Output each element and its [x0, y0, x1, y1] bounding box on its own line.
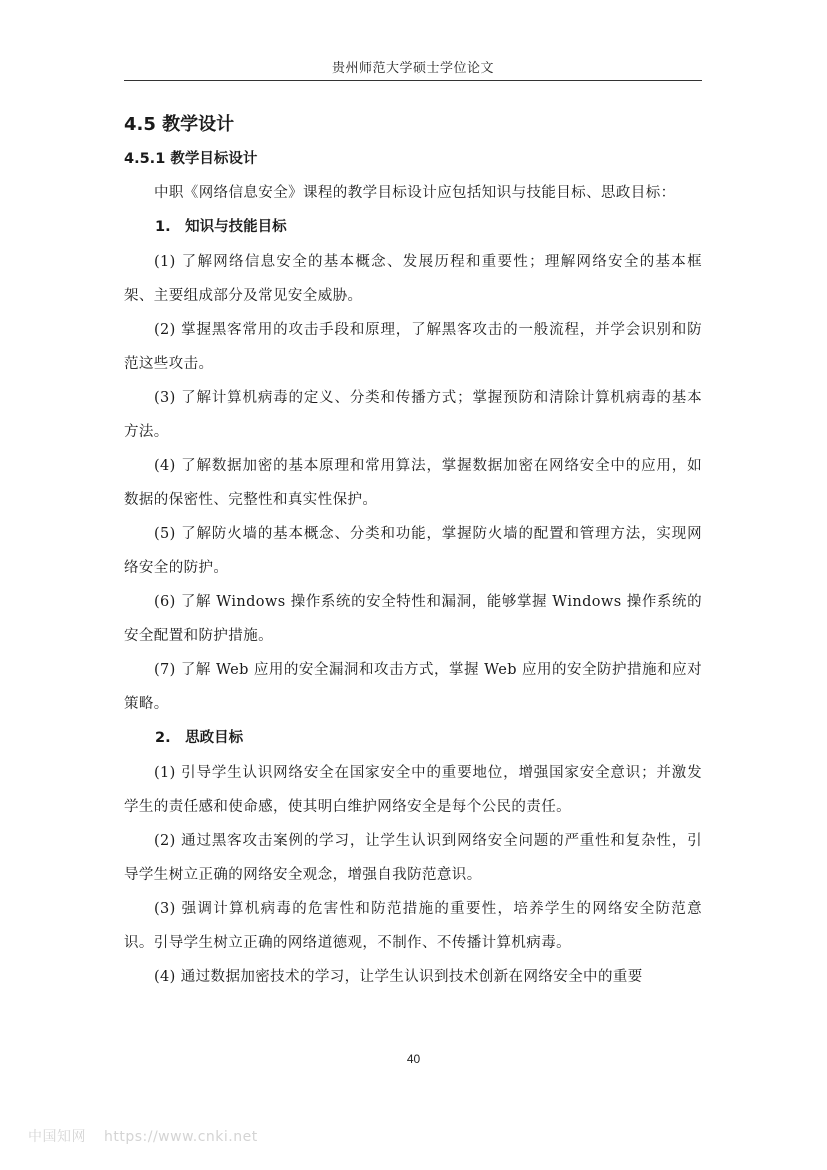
ideology-goal-item: (4) 通过数据加密技术的学习，让学生认识到技术创新在网络安全中的重要: [154, 969, 643, 985]
knowledge-goal-item: (3) 了解计算机病毒的定义、分类和传播方式；掌握预防和清除计算机病毒的基本方法。: [124, 390, 702, 440]
intro-paragraph: 中职《网络信息安全》课程的教学目标设计应包括知识与技能目标、思政目标：: [154, 185, 676, 201]
ideology-goals-heading: 2. 思政目标: [155, 730, 244, 746]
page-number: 40: [406, 1052, 421, 1066]
ideology-goal-item: (2) 通过黑客攻击案例的学习，让学生认识到网络安全问题的严重性和复杂性，引导学生树立正确的网络安全观念，增强自我防范意识。: [124, 833, 702, 883]
ideology-goal-item: (1) 引导学生认识网络安全在国家安全中的重要地位，增强国家安全意识；并激发学生的责任感和使命感，使其明白维护网络安全是每个公民的责任。: [124, 765, 702, 815]
ideology-goal-item: (3) 强调计算机病毒的危害性和防范措施的重要性，培养学生的网络安全防范意识。引导学生树立正确的网络道德观，不制作、不传播计算机病毒。: [124, 901, 702, 951]
header-divider: [124, 80, 702, 81]
page-header-title: 贵州师范大学硕士学位论文: [331, 61, 494, 76]
knowledge-goals-heading: 1. 知识与技能目标: [155, 219, 287, 235]
knowledge-goal-item: (2) 掌握黑客常用的攻击手段和原理，了解黑客攻击的一般流程，并学会识别和防范这些攻击。: [124, 322, 702, 372]
section-heading: 4.5 教学设计: [124, 114, 235, 135]
knowledge-goal-item: (6) 了解 Windows 操作系统的安全特性和漏洞，能够掌握 Windows 操作系统的安全配置和防护措施。: [124, 594, 702, 644]
knowledge-goal-item: (7) 了解 Web 应用的安全漏洞和攻击方式，掌握 Web 应用的安全防护措施和应对策略。: [124, 662, 702, 712]
watermark-brand: 中国知网: [28, 1129, 86, 1145]
watermark-url: https://www.cnki.net: [104, 1129, 258, 1145]
subsection-heading: 4.5.1 教学目标设计: [124, 151, 258, 167]
knowledge-goal-item: (1) 了解网络信息安全的基本概念、发展历程和重要性；理解网络安全的基本框架、主要组成部分及常见安全威胁。: [124, 254, 702, 304]
knowledge-goal-item: (4) 了解数据加密的基本原理和常用算法，掌握数据加密在网络安全中的应用，如数据的保密性、完整性和真实性保护。: [124, 458, 702, 508]
cnki-watermark: [28, 1126, 258, 1146]
knowledge-goal-item: (5) 了解防火墙的基本概念、分类和功能，掌握防火墙的配置和管理方法，实现网络安全的防护。: [124, 526, 702, 576]
page-body: [124, 108, 702, 994]
